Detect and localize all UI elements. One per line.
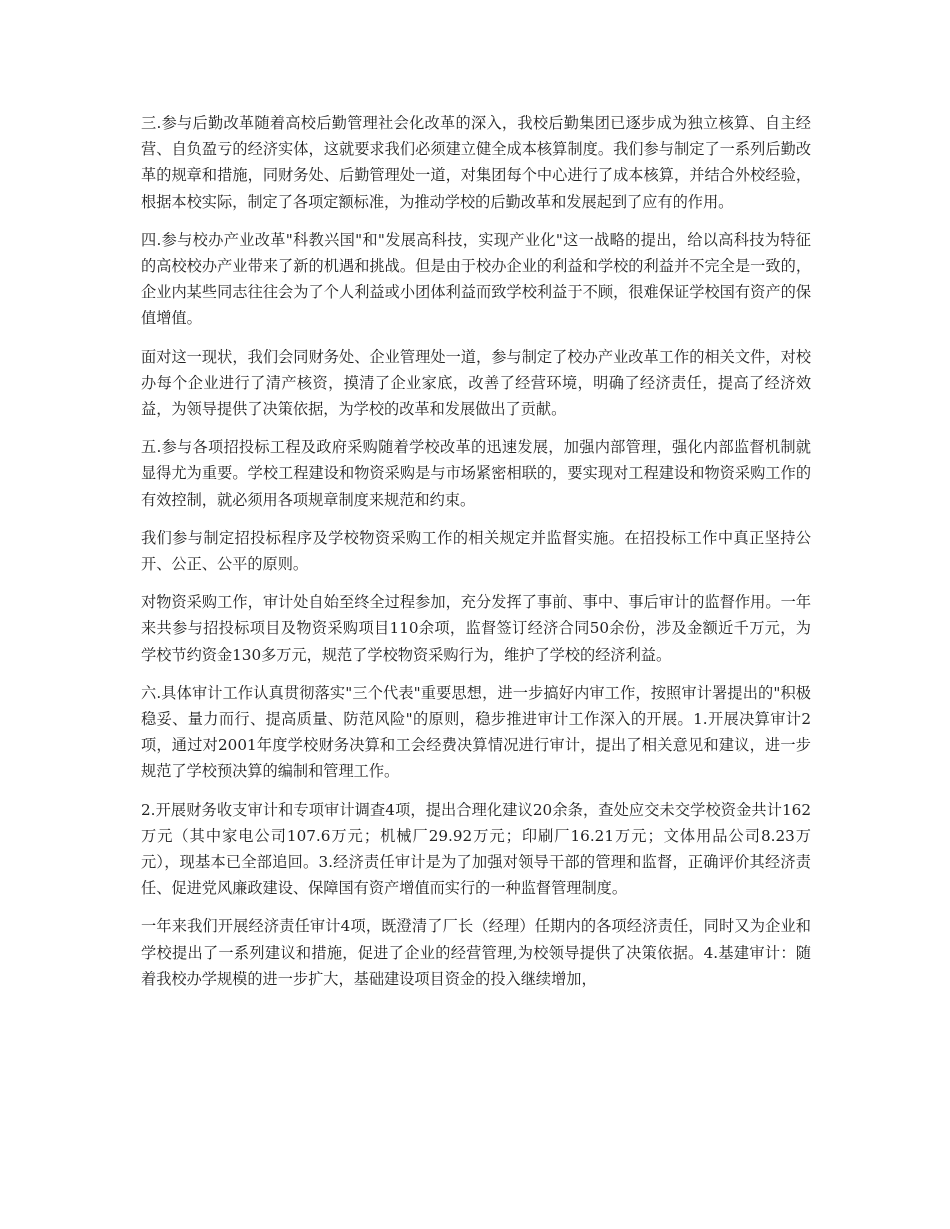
- paragraph-current-situation: 面对这一现状，我们会同财务处、企业管理处一道，参与制定了校办产业改革工作的相关文件，对校办每个企业进行了清产核资，摸清了企业家底，改善了经营环境，明确了经济责任，提高了经济效益，为领导提供了决策依据，为学校的改革和发展做出了贡献。: [141, 347, 811, 419]
- paragraph-logistics-reform: 三.参与后勤改革随着高校后勤管理社会化改革的深入，我校后勤集团已逐步成为独立核算、自主经营、自负盈亏的经济实体，这就要求我们必须建立健全成本核算制度。我们参与制定了一系列后勤改革的规章和措施，同财务处、后勤管理处一道，对集团每个中心进行了成本核算，并结合外校经验，根据本校实际，制定了各项定额标准，为推动学校的后勤改革和发展起到了应有的作用。: [141, 114, 811, 211]
- paragraph-economic-responsibility: 一年来我们开展经济责任审计4项，既澄清了厂长（经理）任期内的各项经济责任，同时又为企业和学校提出了一系列建议和措施，促进了企业的经营管理,为校领导提供了决策依据。4.基建审计：随着我校办学规模的进一步扩大，基础建设项目资金的投入继续增加，: [141, 917, 811, 988]
- paragraph-audit-work: 六.具体审计工作认真贯彻落实"三个代表"重要思想，进一步搞好内审工作，按照审计署提出的"积极稳妥、量力而行、提高质量、防范风险"的原则，稳步推进审计工作深入的开展。1.开展决算审计2项，通过对2001年度学校财务决算和工会经费决算情况进行审计，提出了相关意见和建议，进一步规范了学校预决算的编制和管理工作。: [141, 683, 811, 781]
- paragraph-bidding-procurement: 五.参与各项招投标工程及政府采购随着学校改革的迅速发展，加强内部管理，强化内部监督机制就显得尤为重要。学校工程建设和物资采购是与市场紧密相联的，要实现对工程建设和物资采购工作的有效控制，就必须用各项规章制度来规范和约束。: [141, 438, 811, 509]
- document-body: [141, 110, 811, 1004]
- paragraph-school-industry-reform: 四.参与校办产业改革"科教兴国"和"发展高科技，实现产业化"这一战略的提出，给以高科技为特征的高校校办产业带来了新的机遇和挑战。但是由于校办企业的利益和学校的利益并不完全是一致的，企业内某些同志往往会为了个人利益或小团体利益而致学校利益于不顾，很难保证学校国有资产的保值增值。: [141, 230, 811, 328]
- paragraph-financial-audit: 2.开展财务收支审计和专项审计调查4项，提出合理化建议20余条，查处应交未交学校资金共计162万元（其中家电公司107.6万元；机械厂29.92万元；印刷厂16.21万元；文体用品公司8.23万元），现基本已全部追回。3.经济责任审计是为了加强对领导干部的管理和监督，正确评价其经济责任、促进党风廉政建设、保障国有资产增值而实行的一种监督管理制度。: [141, 800, 811, 898]
- paragraph-procurement-audit: 对物资采购工作，审计处自始至终全过程参加，充分发挥了事前、事中、事后审计的监督作用。一年来共参与招投标项目及物资采购项目110余项，监督签订经济合同50余份，涉及金额近千万元，为学校节约资金130多万元，规范了学校物资采购行为，维护了学校的经济利益。: [141, 593, 811, 664]
- paragraph-bidding-rules: 我们参与制定招投标程序及学校物资采购工作的相关规定并监督实施。在招投标工作中真正坚持公开、公正、公平的原则。: [141, 528, 811, 574]
